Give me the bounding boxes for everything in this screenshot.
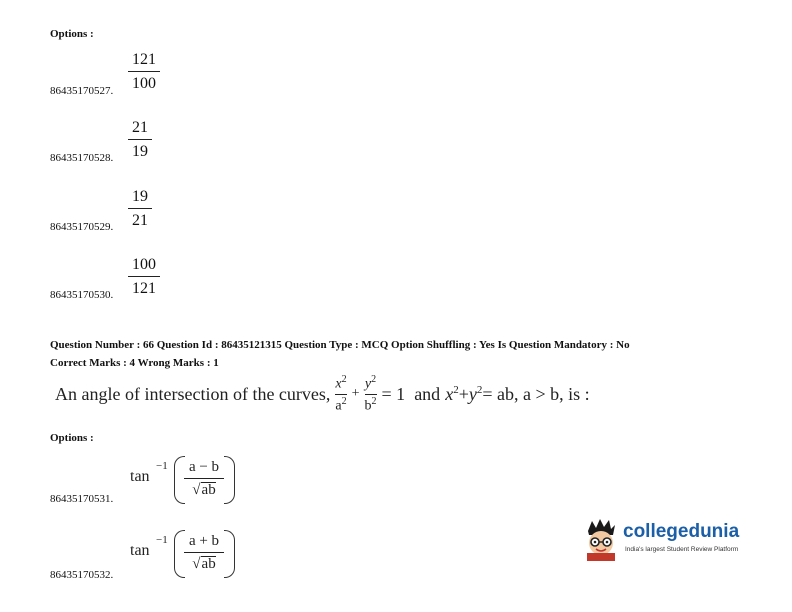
exponent: 2 [341, 374, 347, 385]
option-fraction [128, 189, 152, 229]
x-var: x [335, 376, 342, 392]
tan-function: tan [130, 468, 150, 485]
logo-tagline: India's largest Student Review Platform [625, 546, 739, 553]
tan-function: tan [130, 542, 150, 559]
options-label: Options : [50, 432, 94, 444]
fraction-denominator: √ab [192, 482, 216, 498]
right-paren [224, 530, 235, 578]
logo-wordmark: collegedunia [623, 521, 740, 542]
plus-sign: + [351, 386, 360, 402]
option-id: 86435170532. [50, 569, 114, 581]
question-meta-line2: Correct Marks : 4 Wrong Marks : 1 [50, 357, 219, 369]
x-var: x [445, 383, 454, 404]
fraction-denominator: 100 [132, 75, 156, 92]
and-word: and [414, 383, 441, 404]
fraction-denominator: 21 [132, 212, 148, 229]
fraction-numerator: a − b [188, 459, 220, 475]
radicand: ab [201, 556, 216, 572]
fraction-numerator: 121 [132, 51, 156, 68]
option-id: 86435170531. [50, 493, 114, 505]
inverse-superscript: −1 [156, 460, 168, 472]
curve-term-y [365, 375, 377, 413]
option-expression [130, 456, 240, 504]
fraction-numerator: 21 [132, 119, 148, 136]
option-expression [130, 530, 240, 578]
radicand: ab [201, 482, 216, 498]
y-var: y [364, 376, 372, 392]
option-id: 86435170527. [50, 85, 114, 97]
options-label: Options : [50, 28, 94, 40]
fraction-numerator: a + b [188, 533, 220, 549]
option-fraction [184, 460, 224, 498]
collegedunia-logo [583, 515, 748, 565]
equals-one: = 1 [381, 383, 406, 404]
option-id: 86435170529. [50, 221, 114, 233]
option-id: 86435170530. [50, 289, 114, 301]
fraction-denominator: 121 [132, 280, 156, 297]
inverse-superscript: −1 [156, 534, 168, 546]
student-mascot-icon [583, 517, 619, 561]
question-meta-line1: Question Number : 66 Question Id : 86435121315 Question Type : MCQ Option Shuffling : Yes Is Question Mandatory : No [50, 339, 630, 351]
exponent: 2 [371, 374, 377, 385]
fraction-denominator: 19 [132, 143, 148, 160]
curve2-expression: $x^2+y^2=$ ab, a > b, is : [445, 383, 590, 404]
option-id: 86435170528. [50, 152, 114, 164]
exponent: 2 [341, 395, 347, 407]
curve2-tail: = ab, a > b, is : [482, 383, 590, 404]
fraction-numerator: 100 [132, 256, 156, 273]
option-fraction [184, 534, 224, 572]
fraction-numerator: 19 [132, 188, 148, 205]
curve-term-x [335, 375, 346, 413]
exponent: 2 [453, 383, 459, 396]
a-var: a [335, 398, 342, 414]
question-text [55, 375, 590, 413]
fraction-denominator: √ab [192, 556, 216, 572]
y-var: y [468, 383, 477, 404]
exponent: 2 [476, 383, 483, 396]
option-fraction [128, 52, 160, 92]
b-var: b [364, 398, 372, 414]
option-fraction [128, 120, 152, 160]
right-paren [224, 456, 235, 504]
exponent: 2 [371, 395, 377, 407]
question-prefix: An angle of intersection of the curves, [55, 383, 331, 404]
option-fraction [128, 257, 160, 297]
